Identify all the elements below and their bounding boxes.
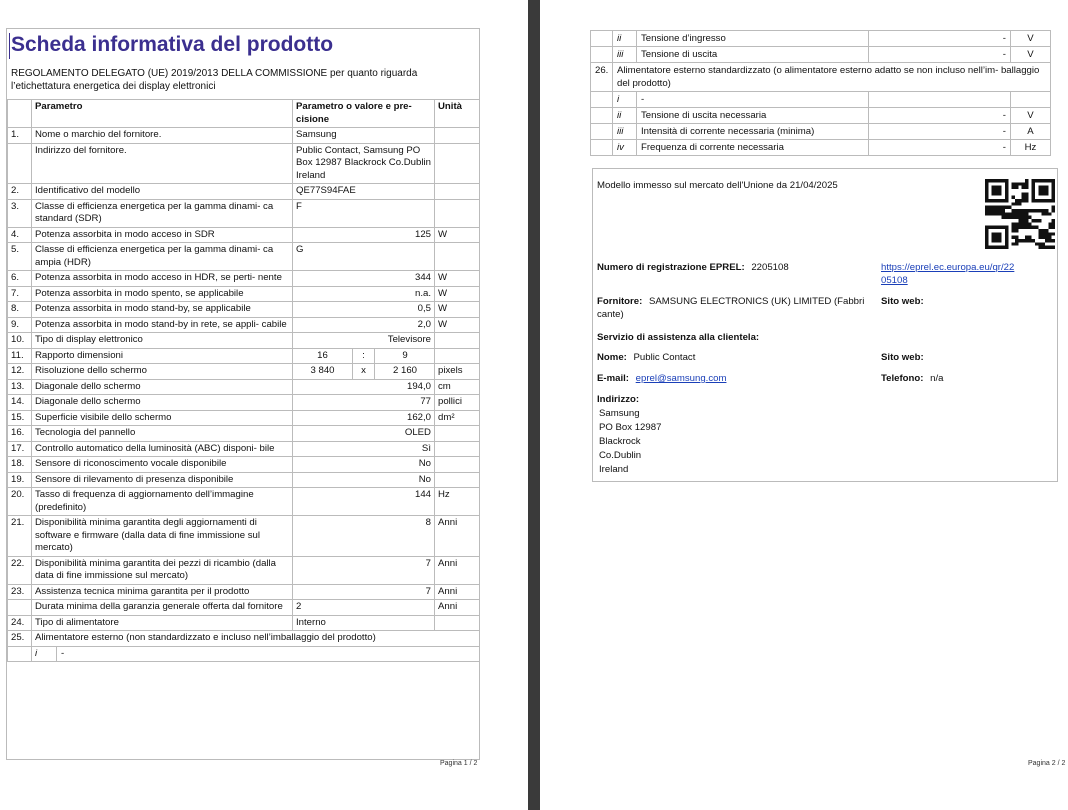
sub-unit: Hz (1011, 140, 1051, 156)
header-unit: Unità (435, 100, 480, 128)
row-parameter: Tipo di alimentatore (32, 615, 293, 631)
row-number: 17. (8, 441, 32, 457)
table-row (8, 488, 480, 516)
supplier-label: Fornitore: (597, 296, 643, 307)
row-unit: Hz (435, 488, 480, 516)
row-unit (435, 143, 480, 184)
sub-key: iii (613, 124, 637, 140)
row-number: 18. (8, 457, 32, 473)
table-row (8, 472, 480, 488)
table-row (8, 271, 480, 287)
row-number: 3. (8, 199, 32, 227)
row-number: 2. (8, 184, 32, 200)
table-row (591, 124, 1051, 140)
power-supply-table (590, 30, 1040, 156)
row-unit: W (435, 227, 480, 243)
row-value: 7 (293, 556, 435, 584)
value-part: : (353, 349, 375, 364)
market-date-text: Modello immesso sul mercato dell'Unione da 21/04/2025 (597, 180, 838, 191)
table-row (8, 426, 480, 442)
row-parameter: Classe di efficienza energetica per la gamma dinami- ca ampia (HDR) (32, 243, 293, 271)
row-number: 6. (8, 271, 32, 287)
row-unit: cm (435, 379, 480, 395)
table-row (591, 140, 1051, 156)
table-row (591, 31, 1051, 47)
address-block (599, 407, 661, 477)
table-row (8, 600, 480, 616)
row-parameter: Tecnologia del pannello (32, 426, 293, 442)
row-unit (435, 348, 480, 364)
name-value: Public Contact (633, 352, 696, 363)
row-parameter: Tipo di display elettronico (32, 333, 293, 349)
address-line: Co.Dublin (599, 450, 642, 461)
sub-unit (1011, 92, 1051, 108)
row-parameter: Identificativo del modello (32, 184, 293, 200)
table-row (8, 333, 480, 349)
address-line: Samsung (599, 408, 640, 419)
sub-value: - (869, 108, 1011, 124)
row-number: 1. (8, 128, 32, 144)
eprel-number: 2205108 (751, 262, 789, 273)
row-number: 22. (8, 556, 32, 584)
row-parameter: Classe di efficienza energetica per la gamma dinami- ca standard (SDR) (32, 199, 293, 227)
row-value: Televisore (293, 333, 435, 349)
table-row (8, 317, 480, 333)
table-row (591, 63, 1051, 92)
sub-key: iii (613, 47, 637, 63)
row-parameter: Alimentatore esterno standardizzato (o alimentatore esterno adatto se non incluso nell’im- ballaggio del prodotto) (613, 63, 1051, 92)
row-unit: dm² (435, 410, 480, 426)
row-parameter: Potenza assorbita in modo acceso in SDR (32, 227, 293, 243)
supplier-value: SAMSUNG ELECTRONICS (UK) LIMITED (Fabbri cante) (597, 296, 865, 320)
sub-key: i (32, 647, 57, 662)
table-row (8, 199, 480, 227)
table-row (8, 631, 480, 647)
row-unit: Anni (435, 556, 480, 584)
table-row (591, 47, 1051, 63)
row-number: 12. (8, 364, 32, 380)
row-parameter: Assistenza tecnica minima garantita per il prodotto (32, 584, 293, 600)
website2-label: Sito web: (881, 352, 924, 363)
sub-unit: A (1011, 124, 1051, 140)
supplier-info-box (592, 168, 1058, 482)
table-row (8, 286, 480, 302)
row-value (293, 364, 435, 380)
table-row (591, 92, 1051, 108)
page-title: Scheda informativa del prodotto (11, 33, 334, 56)
row-value: 2 (293, 600, 435, 616)
row-value: OLED (293, 426, 435, 442)
sub-value: - (869, 31, 1011, 47)
page-2 (540, 0, 1068, 810)
table-row (8, 556, 480, 584)
row-number: 24. (8, 615, 32, 631)
row-number (8, 143, 32, 184)
row-value: 194,0 (293, 379, 435, 395)
row-parameter: Indirizzo del fornitore. (32, 143, 293, 184)
value-part: 16 (293, 349, 353, 364)
row-parameter: Rapporto dimensioni (32, 348, 293, 364)
row-number: 15. (8, 410, 32, 426)
sub-value: - (869, 140, 1011, 156)
table-row (8, 516, 480, 557)
table-row (8, 143, 480, 184)
row-unit: Anni (435, 600, 480, 616)
row-number (8, 600, 32, 616)
row-parameter: Alimentatore esterno (non standardizzato e incluso nell’imballaggio del prodotto) (32, 631, 480, 647)
table-row (8, 646, 480, 662)
row-unit: Anni (435, 516, 480, 557)
row-parameter: Tasso di frequenza di aggiornamento dell’immagine (predefinito) (32, 488, 293, 516)
row-parameter: Potenza assorbita in modo spento, se applicabile (32, 286, 293, 302)
address-line: Ireland (599, 464, 629, 475)
row-parameter: Risoluzione dello schermo (32, 364, 293, 380)
sub-parameter: Tensione di uscita necessaria (637, 108, 869, 124)
customer-service-label: Servizio di assistenza alla clientela: (597, 332, 760, 343)
row-unit (435, 243, 480, 271)
row-parameter: Nome o marchio del fornitore. (32, 128, 293, 144)
header-value: Parametro o valore e pre- cisione (293, 100, 435, 128)
table-row (8, 348, 480, 364)
row-value: F (293, 199, 435, 227)
row-number: 16. (8, 426, 32, 442)
row-value: 8 (293, 516, 435, 557)
row-value: QE77S94FAE (293, 184, 435, 200)
row-unit (435, 128, 480, 144)
address-label: Indirizzo: (597, 394, 640, 405)
row-unit (435, 441, 480, 457)
row-number: 26. (591, 63, 613, 92)
row-parameter: Diagonale dello schermo (32, 395, 293, 411)
sub-key: i (613, 92, 637, 108)
row-unit (435, 472, 480, 488)
row-unit (435, 615, 480, 631)
row-value: Samsung (293, 128, 435, 144)
email-link[interactable]: eprel@samsung.com (635, 373, 727, 384)
table-row (8, 615, 480, 631)
row-unit (435, 199, 480, 227)
row-unit (435, 184, 480, 200)
row-value: 344 (293, 271, 435, 287)
email-label: E-mail: (597, 373, 629, 384)
row-parameter: Disponibilità minima garantita dei pezzi di ricambio (dalla data di fine immissione sul mercato) (32, 556, 293, 584)
regulation-text: REGOLAMENTO DELEGATO (UE) 2019/2013 DELLA COMMISSIONE per quanto riguarda l’etichettatura energetica dei display elettronici (11, 68, 418, 92)
row-number: 23. (8, 584, 32, 600)
row-value: 125 (293, 227, 435, 243)
row-value (293, 348, 435, 364)
text-cursor (9, 33, 10, 59)
row-value: 0,5 (293, 302, 435, 318)
table-row (591, 108, 1051, 124)
table-row (8, 128, 480, 144)
spec-table (7, 99, 480, 662)
table-row (8, 395, 480, 411)
value-part: x (353, 364, 375, 379)
address-line: Blackrock (599, 436, 641, 447)
row-number: 11. (8, 348, 32, 364)
row-number: 4. (8, 227, 32, 243)
sub-key: ii (613, 31, 637, 47)
row-unit (435, 333, 480, 349)
row-parameter: Sensore di riconoscimento vocale disponibile (32, 457, 293, 473)
eprel-label: Numero di registrazione EPREL: (597, 262, 745, 273)
row-parameter: Potenza assorbita in modo stand-by, se applicabile (32, 302, 293, 318)
row-unit: Anni (435, 584, 480, 600)
table-row (8, 441, 480, 457)
sub-key: ii (613, 108, 637, 124)
row-number: 20. (8, 488, 32, 516)
row-number: 7. (8, 286, 32, 302)
row-unit: W (435, 317, 480, 333)
row-number: 9. (8, 317, 32, 333)
table-row (8, 584, 480, 600)
sub-parameter: Intensità di corrente necessaria (minima) (637, 124, 869, 140)
row-number: 25. (8, 631, 32, 647)
sub-parameter: Frequenza di corrente necessaria (637, 140, 869, 156)
website-label: Sito web: (881, 296, 924, 307)
row-unit (435, 426, 480, 442)
row-number: 14. (8, 395, 32, 411)
row-value: Public Contact, Samsung PO Box 12987 Blackrock Co.Dublin Ireland (293, 143, 435, 184)
sub-value: - (869, 47, 1011, 63)
phone-value: n/a (930, 373, 944, 384)
table-row (8, 379, 480, 395)
row-parameter: Potenza assorbita in modo acceso in HDR, se perti- nente (32, 271, 293, 287)
sub-row (32, 646, 480, 662)
qr-code-icon (985, 179, 1055, 249)
row-number: 21. (8, 516, 32, 557)
table-row (8, 410, 480, 426)
row-number: 8. (8, 302, 32, 318)
row-number: 10. (8, 333, 32, 349)
table-row (8, 243, 480, 271)
sub-parameter: Tensione di uscita (637, 47, 869, 63)
row-parameter: Sensore di rilevamento di presenza disponibile (32, 472, 293, 488)
sub-value: - (61, 647, 65, 659)
row-parameter: Durata minima della garanzia generale offerta dal fornitore (32, 600, 293, 616)
row-unit: pixels (435, 364, 480, 380)
row-value: n.a. (293, 286, 435, 302)
table-header-row (8, 100, 480, 128)
sub-unit: V (1011, 108, 1051, 124)
name-label: Nome: (597, 352, 627, 363)
row-number: 5. (8, 243, 32, 271)
sub-parameter: Tensione d’ingresso (637, 31, 869, 47)
row-value: 162,0 (293, 410, 435, 426)
value-part: 2 160 (392, 365, 417, 376)
product-sheet-frame (6, 28, 480, 760)
eprel-link[interactable]: https://eprel.ec.europa.eu/qr/22 05108 (881, 262, 1015, 286)
sub-unit: V (1011, 47, 1051, 63)
row-value: No (293, 472, 435, 488)
row-number: 13. (8, 379, 32, 395)
table-row (8, 227, 480, 243)
page-gap (528, 0, 540, 810)
table-row (8, 302, 480, 318)
row-parameter: Potenza assorbita in modo stand-by in rete, se appli- cabile (32, 317, 293, 333)
header-param: Parametro (32, 100, 293, 128)
table-row (8, 457, 480, 473)
phone-label: Telefono: (881, 373, 924, 384)
row-value: 7 (293, 584, 435, 600)
sub-value (869, 92, 1011, 108)
row-value: No (293, 457, 435, 473)
value-part: 9 (402, 349, 408, 361)
row-value: 77 (293, 395, 435, 411)
page-number: Pagina 1 / 2 (440, 760, 478, 767)
row-parameter: Controllo automatico della luminosità (ABC) disponi- bile (32, 441, 293, 457)
sub-value: - (869, 124, 1011, 140)
page-number: Pagina 2 / 2 (1028, 760, 1066, 767)
sub-key: iv (613, 140, 637, 156)
row-number: 19. (8, 472, 32, 488)
row-unit: W (435, 302, 480, 318)
sub-unit: V (1011, 31, 1051, 47)
value-part: 3 840 (293, 364, 353, 379)
row-value: Sì (293, 441, 435, 457)
table-row (8, 184, 480, 200)
row-parameter: Superficie visibile dello schermo (32, 410, 293, 426)
page-1 (0, 0, 528, 810)
row-parameter: Diagonale dello schermo (32, 379, 293, 395)
row-unit (435, 457, 480, 473)
sub-parameter: - (637, 92, 869, 108)
row-unit: pollici (435, 395, 480, 411)
row-unit: W (435, 271, 480, 287)
address-line: PO Box 12987 (599, 422, 662, 433)
row-value: G (293, 243, 435, 271)
table-row (8, 364, 480, 380)
row-value: 144 (293, 488, 435, 516)
row-unit: W (435, 286, 480, 302)
row-parameter: Disponibilità minima garantita degli aggiornamenti di software e firmware (dalla data di fine immissione sul mercato) (32, 516, 293, 557)
row-value: 2,0 (293, 317, 435, 333)
row-value: Interno (293, 615, 435, 631)
